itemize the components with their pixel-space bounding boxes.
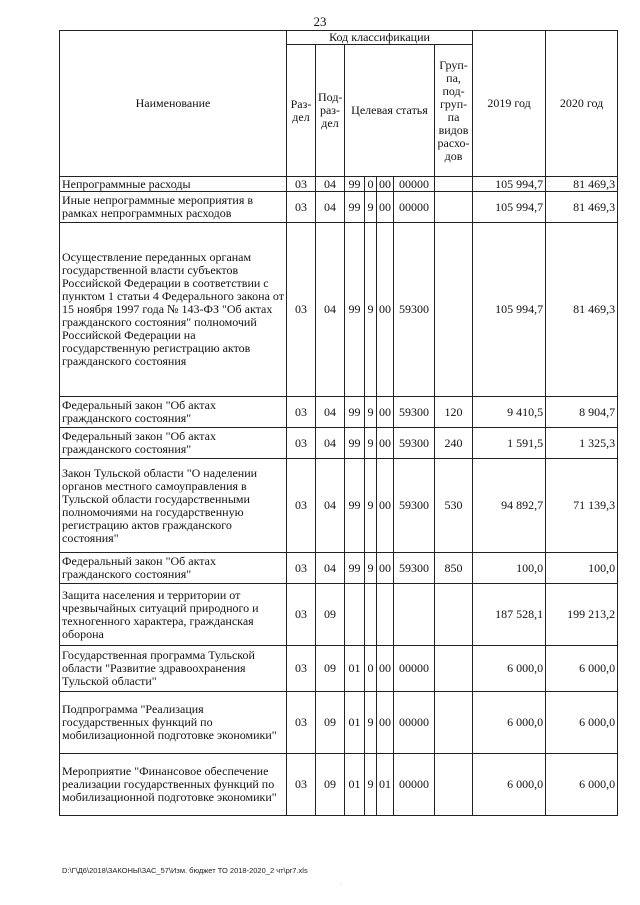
row-expense-group: 240 bbox=[435, 428, 473, 459]
row-target-program: 01 bbox=[345, 646, 365, 692]
budget-table bbox=[59, 30, 618, 816]
header-2020: 2020 год bbox=[546, 31, 618, 177]
row-value-2020: 199 213,2 bbox=[546, 584, 618, 646]
row-value-2019: 1 591,5 bbox=[473, 428, 546, 459]
row-subsection: 04 bbox=[316, 459, 345, 553]
header-target: Целевая статья bbox=[345, 45, 435, 177]
row-section: 03 bbox=[287, 177, 316, 192]
row-expense-group bbox=[435, 692, 473, 754]
row-subsection: 04 bbox=[316, 428, 345, 459]
page-number: 23 bbox=[313, 14, 327, 29]
row-target-program: 99 bbox=[345, 223, 365, 397]
row-value-2019: 6 000,0 bbox=[473, 646, 546, 692]
row-expense-group: 120 bbox=[435, 397, 473, 428]
row-target-subprogram bbox=[365, 584, 377, 646]
row-subsection: 09 bbox=[316, 754, 345, 816]
row-target-direction: 59300 bbox=[394, 428, 435, 459]
row-section: 03 bbox=[287, 584, 316, 646]
row-section: 03 bbox=[287, 428, 316, 459]
row-value-2019: 6 000,0 bbox=[473, 692, 546, 754]
row-target-direction: 59300 bbox=[394, 397, 435, 428]
row-target-event: 01 bbox=[377, 754, 394, 816]
header-subsection: Под- раз- дел bbox=[316, 45, 345, 177]
row-expense-group bbox=[435, 177, 473, 192]
row-target-direction: 00000 bbox=[394, 692, 435, 754]
row-target-event: 00 bbox=[377, 459, 394, 553]
table-row bbox=[60, 177, 618, 192]
row-expense-group bbox=[435, 646, 473, 692]
row-subsection: 09 bbox=[316, 646, 345, 692]
row-subsection: 04 bbox=[316, 553, 345, 584]
row-target-event: 00 bbox=[377, 192, 394, 223]
table-row bbox=[60, 192, 618, 223]
row-section: 03 bbox=[287, 223, 316, 397]
row-value-2020: 6 000,0 bbox=[546, 692, 618, 754]
row-value-2019: 6 000,0 bbox=[473, 754, 546, 816]
row-target-event: 00 bbox=[377, 177, 394, 192]
row-target-direction bbox=[394, 584, 435, 646]
table-row bbox=[60, 754, 618, 816]
scan-mark: · bbox=[340, 882, 342, 888]
row-expense-group bbox=[435, 584, 473, 646]
row-value-2020: 8 904,7 bbox=[546, 397, 618, 428]
row-target-direction: 00000 bbox=[394, 646, 435, 692]
row-target-direction: 00000 bbox=[394, 177, 435, 192]
row-target-subprogram: 9 bbox=[365, 754, 377, 816]
row-subsection: 04 bbox=[316, 177, 345, 192]
row-section: 03 bbox=[287, 646, 316, 692]
row-target-direction: 59300 bbox=[394, 553, 435, 584]
row-target-subprogram: 9 bbox=[365, 692, 377, 754]
row-target-event: 00 bbox=[377, 428, 394, 459]
row-target-subprogram: 9 bbox=[365, 397, 377, 428]
row-value-2019: 94 892,7 bbox=[473, 459, 546, 553]
row-subsection: 04 bbox=[316, 192, 345, 223]
table-row bbox=[60, 428, 618, 459]
table-row bbox=[60, 223, 618, 397]
row-value-2019: 100,0 bbox=[473, 553, 546, 584]
row-target-subprogram: 9 bbox=[365, 459, 377, 553]
table-header bbox=[60, 31, 618, 177]
row-value-2019: 9 410,5 bbox=[473, 397, 546, 428]
row-target-direction: 00000 bbox=[394, 754, 435, 816]
file-path-footer: D:\Г\Д6\2018\ЗАКОНЫ\ЗАС_57\Изм. бюджет ТО 2018-2020_2 чт\pr7.xls bbox=[62, 866, 308, 875]
row-expense-group bbox=[435, 223, 473, 397]
row-section: 03 bbox=[287, 192, 316, 223]
header-group: Груп- па, под- груп- па видов расхо- дов bbox=[435, 45, 473, 177]
row-value-2019: 187 528,1 bbox=[473, 584, 546, 646]
row-name: Государственная программа Тульской области "Развитие здравоохранения Тульской области" bbox=[60, 646, 287, 692]
header-code: Код классификации bbox=[287, 31, 473, 45]
header-section: Раз- дел bbox=[287, 45, 316, 177]
row-target-direction: 59300 bbox=[394, 459, 435, 553]
row-section: 03 bbox=[287, 397, 316, 428]
row-section: 03 bbox=[287, 692, 316, 754]
row-target-subprogram: 9 bbox=[365, 428, 377, 459]
table-row bbox=[60, 459, 618, 553]
row-subsection: 04 bbox=[316, 397, 345, 428]
row-section: 03 bbox=[287, 459, 316, 553]
row-section: 03 bbox=[287, 553, 316, 584]
row-target-program: 99 bbox=[345, 397, 365, 428]
row-value-2020: 81 469,3 bbox=[546, 177, 618, 192]
row-name: Федеральный закон "Об актах гражданского состояния" bbox=[60, 428, 287, 459]
row-target-event: 00 bbox=[377, 553, 394, 584]
row-value-2019: 105 994,7 bbox=[473, 223, 546, 397]
row-value-2020: 1 325,3 bbox=[546, 428, 618, 459]
row-subsection: 09 bbox=[316, 692, 345, 754]
row-target-event: 00 bbox=[377, 646, 394, 692]
table-row bbox=[60, 584, 618, 646]
header-name: Наименование bbox=[60, 31, 287, 177]
row-name: Защита населения и территории от чрезвычайных ситуаций природного и техногенного характера, гражданская оборона bbox=[60, 584, 287, 646]
row-target-program: 99 bbox=[345, 553, 365, 584]
row-value-2020: 71 139,3 bbox=[546, 459, 618, 553]
row-target-direction: 00000 bbox=[394, 192, 435, 223]
row-subsection: 09 bbox=[316, 584, 345, 646]
row-expense-group: 530 bbox=[435, 459, 473, 553]
row-target-event bbox=[377, 584, 394, 646]
row-target-event: 00 bbox=[377, 397, 394, 428]
table-body bbox=[60, 177, 618, 816]
row-target-subprogram: 0 bbox=[365, 177, 377, 192]
row-target-program: 01 bbox=[345, 754, 365, 816]
row-name: Закон Тульской области "О наделении органов местного самоуправления в Тульской области государственными полномочиями на государственную регистрацию актов гражданского состояния" bbox=[60, 459, 287, 553]
table-row bbox=[60, 553, 618, 584]
row-section: 03 bbox=[287, 754, 316, 816]
row-value-2020: 81 469,3 bbox=[546, 223, 618, 397]
row-target-subprogram: 9 bbox=[365, 192, 377, 223]
row-name: Федеральный закон "Об актах гражданского состояния" bbox=[60, 553, 287, 584]
header-2019: 2019 год bbox=[473, 31, 546, 177]
row-name: Подпрограмма "Реализация государственных функций по мобилизационной подготовке экономики" bbox=[60, 692, 287, 754]
row-target-program: 99 bbox=[345, 459, 365, 553]
row-expense-group bbox=[435, 192, 473, 223]
row-value-2019: 105 994,7 bbox=[473, 177, 546, 192]
row-value-2020: 6 000,0 bbox=[546, 646, 618, 692]
table-row bbox=[60, 692, 618, 754]
row-name: Мероприятие "Финансовое обеспечение реализации государственных функций по мобилизационной подготовке экономики" bbox=[60, 754, 287, 816]
row-target-program: 99 bbox=[345, 192, 365, 223]
row-expense-group: 850 bbox=[435, 553, 473, 584]
row-value-2020: 6 000,0 bbox=[546, 754, 618, 816]
row-target-subprogram: 9 bbox=[365, 223, 377, 397]
table-row bbox=[60, 646, 618, 692]
row-value-2019: 105 994,7 bbox=[473, 192, 546, 223]
row-value-2020: 100,0 bbox=[546, 553, 618, 584]
row-target-direction: 59300 bbox=[394, 223, 435, 397]
row-name: Осуществление переданных органам государственной власти субъектов Российской Федерации в соответствии с пунктом 1 статьи 4 Федерального закона от 15 ноября 1997 года № 143-ФЗ "Об актах гражданского состояния" полномочий Российской Федерации на государственную регистрацию актов гражданского состояния bbox=[60, 223, 287, 397]
row-target-subprogram: 0 bbox=[365, 646, 377, 692]
row-target-program bbox=[345, 584, 365, 646]
row-expense-group bbox=[435, 754, 473, 816]
row-target-event: 00 bbox=[377, 223, 394, 397]
row-target-subprogram: 9 bbox=[365, 553, 377, 584]
row-name: Иные непрограммные мероприятия в рамках непрограммных расходов bbox=[60, 192, 287, 223]
row-name: Федеральный закон "Об актах гражданского состояния" bbox=[60, 397, 287, 428]
row-subsection: 04 bbox=[316, 223, 345, 397]
row-target-event: 00 bbox=[377, 692, 394, 754]
row-target-program: 01 bbox=[345, 692, 365, 754]
row-value-2020: 81 469,3 bbox=[546, 192, 618, 223]
row-target-program: 99 bbox=[345, 177, 365, 192]
row-target-program: 99 bbox=[345, 428, 365, 459]
table-row bbox=[60, 397, 618, 428]
row-name: Непрограммные расходы bbox=[60, 177, 287, 192]
